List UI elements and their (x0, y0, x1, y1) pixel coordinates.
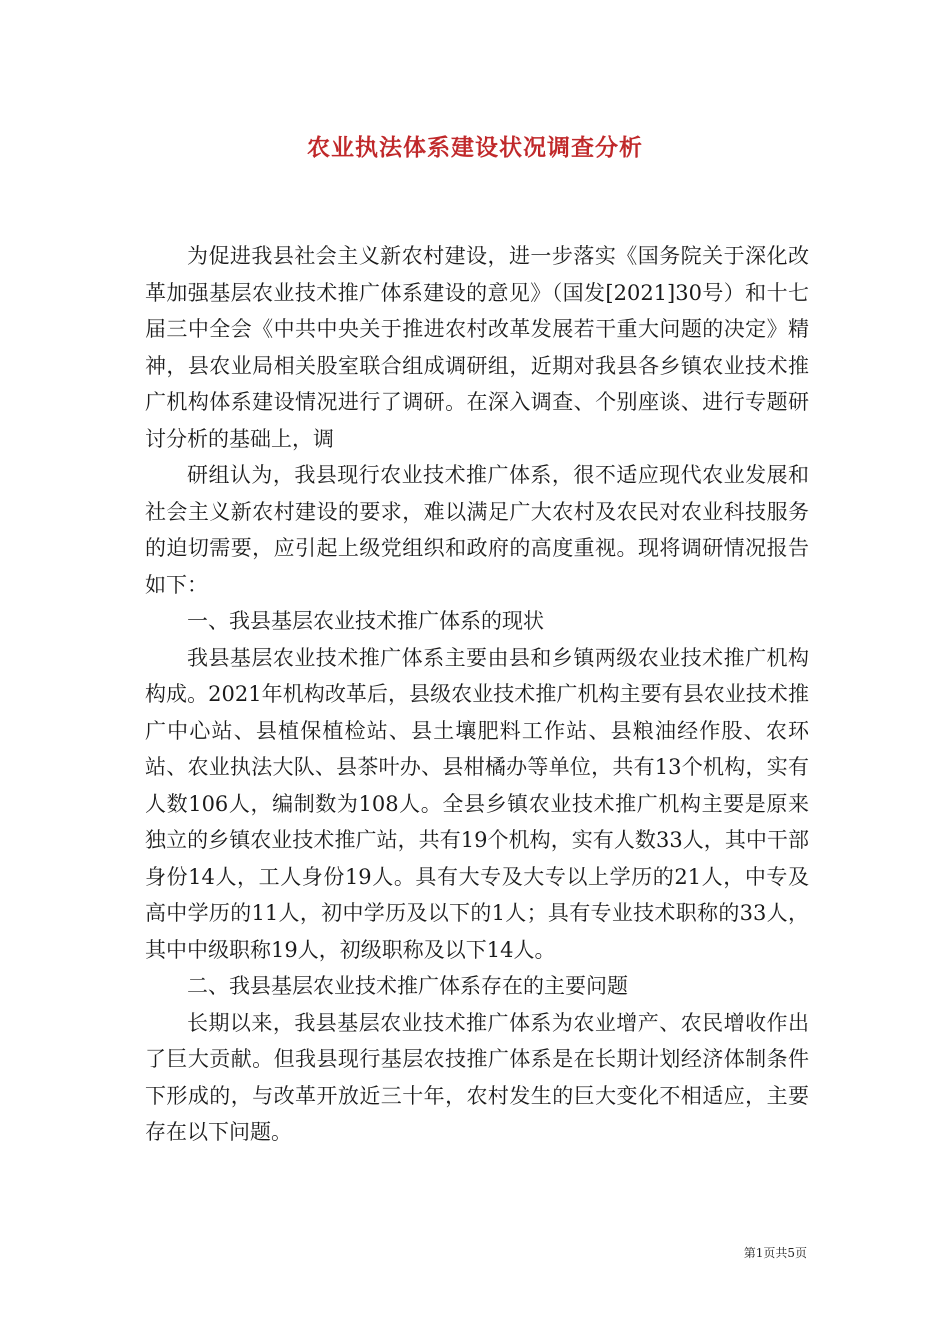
section-heading-problems: 二、我县基层农业技术推广体系存在的主要问题 (187, 974, 628, 998)
section-heading-status: 一、我县基层农业技术推广体系的现状 (187, 609, 544, 633)
paragraph-problems: 长期以来，我县基层农业技术推广体系为农业增产、农民增收作出了巨大贡献。但我县现行基层农技推广体系是在长期计划经济体制条件下形成的，与改革开放近三十年，农村发生的巨大变化不相适应，主要存在以下问题。 (145, 1010, 809, 1144)
document-title: 农业执法体系建设状况调查分析 (307, 134, 643, 161)
paragraph-intro: 为促进我县社会主义新农村建设，进一步落实《国务院关于深化改革加强基层农业技术推广体系建设的意见》（国发[2021]30号）和十七届三中全会《中共中央关于推进农村改革发展若干重大问题的决定》精神，县农业局相关股室联合组成调研组，近期对我县各乡镇农业技术推广机构体系建设情况进行了调研。在深入调查、个别座谈、进行专题研讨分析的基础上，调 (145, 244, 809, 451)
paragraph-status: 我县基层农业技术推广体系主要由县和乡镇两级农业技术推广机构构成。2021年机构改革后，县级农业技术推广机构主要有县农业技术推广中心站、县植保植检站、县土壤肥料工作站、县粮油经作股、农环站、农业执法大队、县茶叶办、县柑橘办等单位，共有13个机构，实有人数106人，编制数为108人。全县乡镇农业技术推广机构主要是原来独立的乡镇农业技术推广站，共有19个机构，实有人数33人，其中干部身份14人，工人身份19人。具有大专及大专以上学历的21人，中专及高中学历的11人，初中学历及以下的1人；具有专业技术职称的33人，其中中级职称19人，初级职称及以下14人。 (145, 645, 809, 962)
document-body (145, 238, 809, 1151)
page-number: 第1页共5页 (743, 1246, 807, 1260)
paragraph-conclusion: 研组认为，我县现行农业技术推广体系，很不适应现代农业发展和社会主义新农村建设的要求，难以满足广大农村及农民对农业科技服务的迫切需要，应引起上级党组织和政府的高度重视。现将调研情况报告如下： (145, 463, 809, 597)
